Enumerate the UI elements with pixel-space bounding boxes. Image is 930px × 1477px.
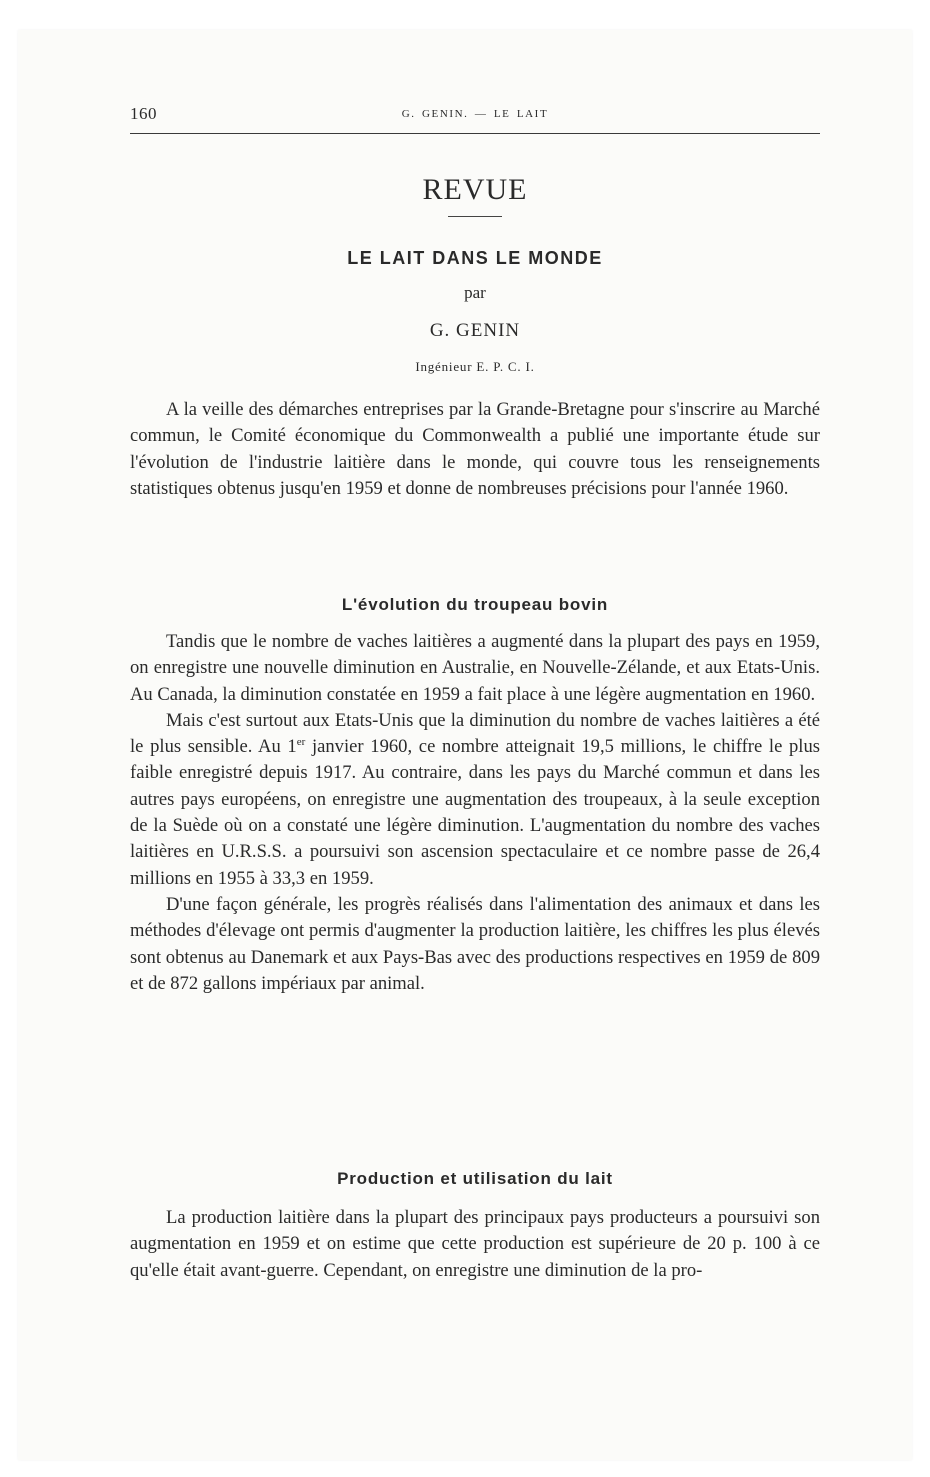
paragraph-text: janvier 1960, ce nombre atteignait 19,5 millions, le chiffre le plus faible enregistré depuis 1917. Au contraire, dans les pays du Marché commun et dans les autres pays européens, on enregistre une augmentation des troupeaux, à la seule exception de la Suède où on a constaté une légère diminution. L'augmentation du nombre des vaches laitières en U.R.S.S. a poursuivi son ascension spectaculaire et ce nombre passe de 26,4 millions en 1955 à 33,3 en 1959. bbox=[130, 736, 821, 889]
byline-par: par bbox=[464, 283, 486, 302]
author-title: Ingénieur E. P. C. I. bbox=[415, 359, 535, 374]
header-rule bbox=[130, 133, 820, 134]
intro-paragraph: A la veille des démarches entreprises par la Grande-Bretagne pour s'inscrire au Marché commun, le Comité économique du Commonwealth a publié une importante étude sur l'évolution de l'industrie laitière dans le monde, qui couvre tous les renseignements statistiques obtenus jusqu'en 1959 et donne de nombreuses précisions pour l'année 1960. bbox=[130, 399, 820, 499]
running-header bbox=[130, 104, 820, 126]
section-heading-production: Production et utilisation du lait bbox=[337, 1169, 613, 1188]
title-divider bbox=[448, 216, 502, 217]
page-number: 160 bbox=[130, 104, 157, 123]
paragraph: Tandis que le nombre de vaches laitières a augmenté dans la plupart des pays en 1959, on enregistre une nouvelle diminution en Australie, en Nouvelle-Zélande, et aux Etats-Unis. Au Canada, la diminution constatée en 1959 a fait place à une légère augmentation en 1960. bbox=[130, 631, 820, 705]
paragraph: D'une façon générale, les progrès réalisés dans l'alimentation des animaux et dans les méthodes d'élevage ont permis d'augmenter la production laitière, les chiffres les plus élevés sont obtenus au Danemark et aux Pays-Bas avec des productions respectives en 1959 de 809 et de 872 gallons impériaux par animal. bbox=[130, 893, 820, 994]
intro-block bbox=[130, 397, 820, 502]
paragraph: La production laitière dans la plupart des principaux pays producteurs a poursuivi son augmentation en 1959 et on estime que cette production est supérieure de 20 p. 100 à ce qu'elle était avant-guerre. Cependant, on enregistre une diminution de la pro- bbox=[130, 1207, 820, 1281]
author-name: G. GENIN bbox=[429, 320, 521, 341]
paragraph bbox=[130, 708, 820, 892]
paragraph-text: Mais c'est surtout aux Etats-Unis que la diminution du nombre de vaches laitières a été le plus sensible. Au 1 bbox=[130, 709, 820, 758]
section-body-troupeau bbox=[130, 629, 820, 997]
section-heading-troupeau: L'évolution du troupeau bovin bbox=[341, 595, 609, 614]
section-body-production bbox=[130, 1205, 820, 1284]
superscript: er bbox=[296, 736, 306, 748]
running-title: G. GENIN. — LE LAIT bbox=[401, 108, 549, 120]
section-label: REVUE bbox=[422, 173, 528, 206]
article-title: LE LAIT DANS LE MONDE bbox=[347, 248, 603, 268]
